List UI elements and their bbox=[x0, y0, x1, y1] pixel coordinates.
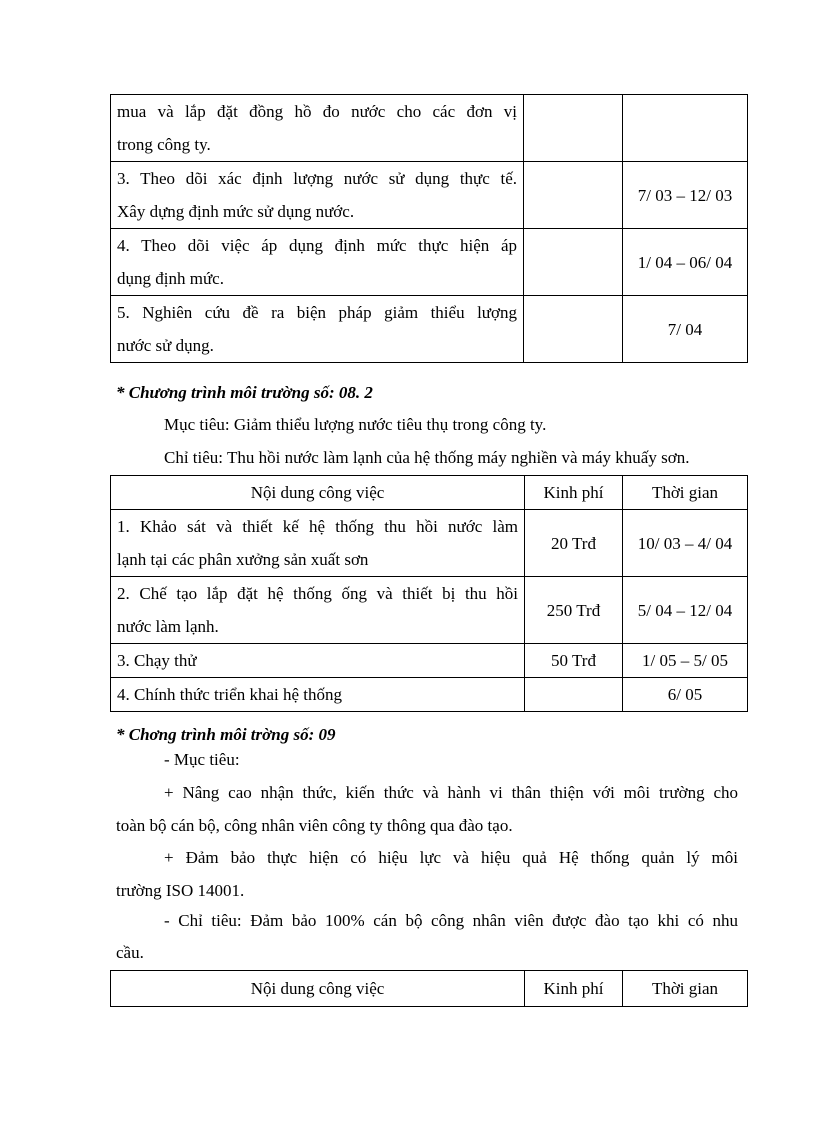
time-cell: 5/ 04 – 12/ 04 bbox=[623, 577, 748, 644]
table-row bbox=[111, 644, 748, 678]
cost-cell bbox=[525, 678, 623, 712]
table-header-row bbox=[111, 971, 748, 1007]
task-line: Xây dựng định mức sử dụng nước. bbox=[117, 202, 355, 221]
program-heading: * Chương trình môi trường số: 08. 2 bbox=[116, 383, 373, 402]
task-cell bbox=[111, 229, 524, 296]
table-row bbox=[111, 296, 748, 363]
task-line: 4. Theo dõi việc áp dụng định mức thực hiện áp bbox=[117, 236, 517, 255]
cost-cell: 50 Trđ bbox=[525, 644, 623, 678]
objective-bullet-continuation: trường ISO 14001. bbox=[116, 881, 245, 900]
table-row bbox=[111, 95, 748, 162]
objective-bullet-continuation: toàn bộ cán bộ, công nhân viên công ty thông qua đào tạo. bbox=[116, 816, 513, 835]
task-line: 3. Theo dõi xác định lượng nước sử dụng thực tế. bbox=[117, 169, 517, 188]
task-cell bbox=[111, 162, 524, 229]
table-water-program-continued bbox=[110, 94, 748, 363]
time-cell: 1/ 04 – 06/ 04 bbox=[623, 229, 748, 296]
task-cell bbox=[111, 644, 525, 678]
cost-cell bbox=[524, 229, 623, 296]
table-row bbox=[111, 678, 748, 712]
objective-bullet: + Nâng cao nhận thức, kiến thức và hành vi thân thiện với môi trường cho bbox=[164, 783, 738, 802]
table-header-row bbox=[111, 476, 748, 510]
time-cell: 7/ 04 bbox=[623, 296, 748, 363]
task-cell bbox=[111, 95, 524, 162]
target-text: - Chỉ tiêu: Đảm bảo 100% cán bộ công nhân viên được đào tạo khi có nhu bbox=[164, 911, 738, 930]
task-line: dụng định mức. bbox=[117, 269, 224, 288]
task-line: 1. Khảo sát và thiết kế hệ thống thu hồi nước làm bbox=[117, 517, 518, 536]
column-header: Thời gian bbox=[623, 971, 748, 1007]
objective-label: - Mục tiêu: bbox=[164, 750, 240, 769]
table-row bbox=[111, 510, 748, 577]
column-header: Nội dung công việc bbox=[111, 476, 525, 510]
table-training bbox=[110, 970, 748, 1007]
task-line: 4. Chính thức triển khai hệ thống bbox=[117, 685, 342, 704]
task-line: lạnh tại các phân xưởng sản xuất sơn bbox=[117, 550, 369, 569]
cost-cell bbox=[524, 95, 623, 162]
time-cell: 6/ 05 bbox=[623, 678, 748, 712]
objective-bullet: + Đảm bảo thực hiện có hiệu lực và hiệu quả Hệ thống quản lý môi bbox=[164, 848, 738, 867]
task-cell bbox=[111, 296, 524, 363]
task-line: 5. Nghiên cứu đề ra biện pháp giảm thiểu lượng bbox=[117, 303, 517, 322]
cost-cell bbox=[524, 296, 623, 363]
task-cell bbox=[111, 510, 525, 577]
task-line: nước sử dụng. bbox=[117, 336, 214, 355]
column-header: Kinh phí bbox=[525, 476, 623, 510]
program-target: Chỉ tiêu: Thu hồi nước làm lạnh của hệ thống máy nghiền và máy khuấy sơn. bbox=[164, 448, 690, 467]
time-cell: 7/ 03 – 12/ 03 bbox=[623, 162, 748, 229]
time-cell bbox=[623, 95, 748, 162]
task-line: trong công ty. bbox=[117, 135, 211, 154]
cost-cell bbox=[524, 162, 623, 229]
task-cell bbox=[111, 678, 525, 712]
table-row bbox=[111, 577, 748, 644]
column-header: Thời gian bbox=[623, 476, 748, 510]
target-text-continuation: cầu. bbox=[116, 943, 144, 962]
task-cell bbox=[111, 577, 525, 644]
program-heading: * Chơng trình môi trờng số: 09 bbox=[116, 725, 336, 744]
time-cell: 1/ 05 – 5/ 05 bbox=[623, 644, 748, 678]
cost-cell: 20 Trđ bbox=[525, 510, 623, 577]
table-row bbox=[111, 229, 748, 296]
task-line: 3. Chạy thử bbox=[117, 651, 197, 670]
program-objective: Mục tiêu: Giảm thiểu lượng nước tiêu thụ trong công ty. bbox=[164, 415, 547, 434]
table-row bbox=[111, 162, 748, 229]
task-line: 2. Chế tạo lắp đặt hệ thống ống và thiết bị thu hồi bbox=[117, 584, 518, 603]
table-water-recovery bbox=[110, 475, 748, 712]
time-cell: 10/ 03 – 4/ 04 bbox=[623, 510, 748, 577]
task-line: mua và lắp đặt đồng hồ đo nước cho các đơn vị bbox=[117, 102, 517, 121]
column-header: Nội dung công việc bbox=[111, 971, 525, 1007]
column-header: Kinh phí bbox=[525, 971, 623, 1007]
task-line: nước làm lạnh. bbox=[117, 617, 219, 636]
cost-cell: 250 Trđ bbox=[525, 577, 623, 644]
